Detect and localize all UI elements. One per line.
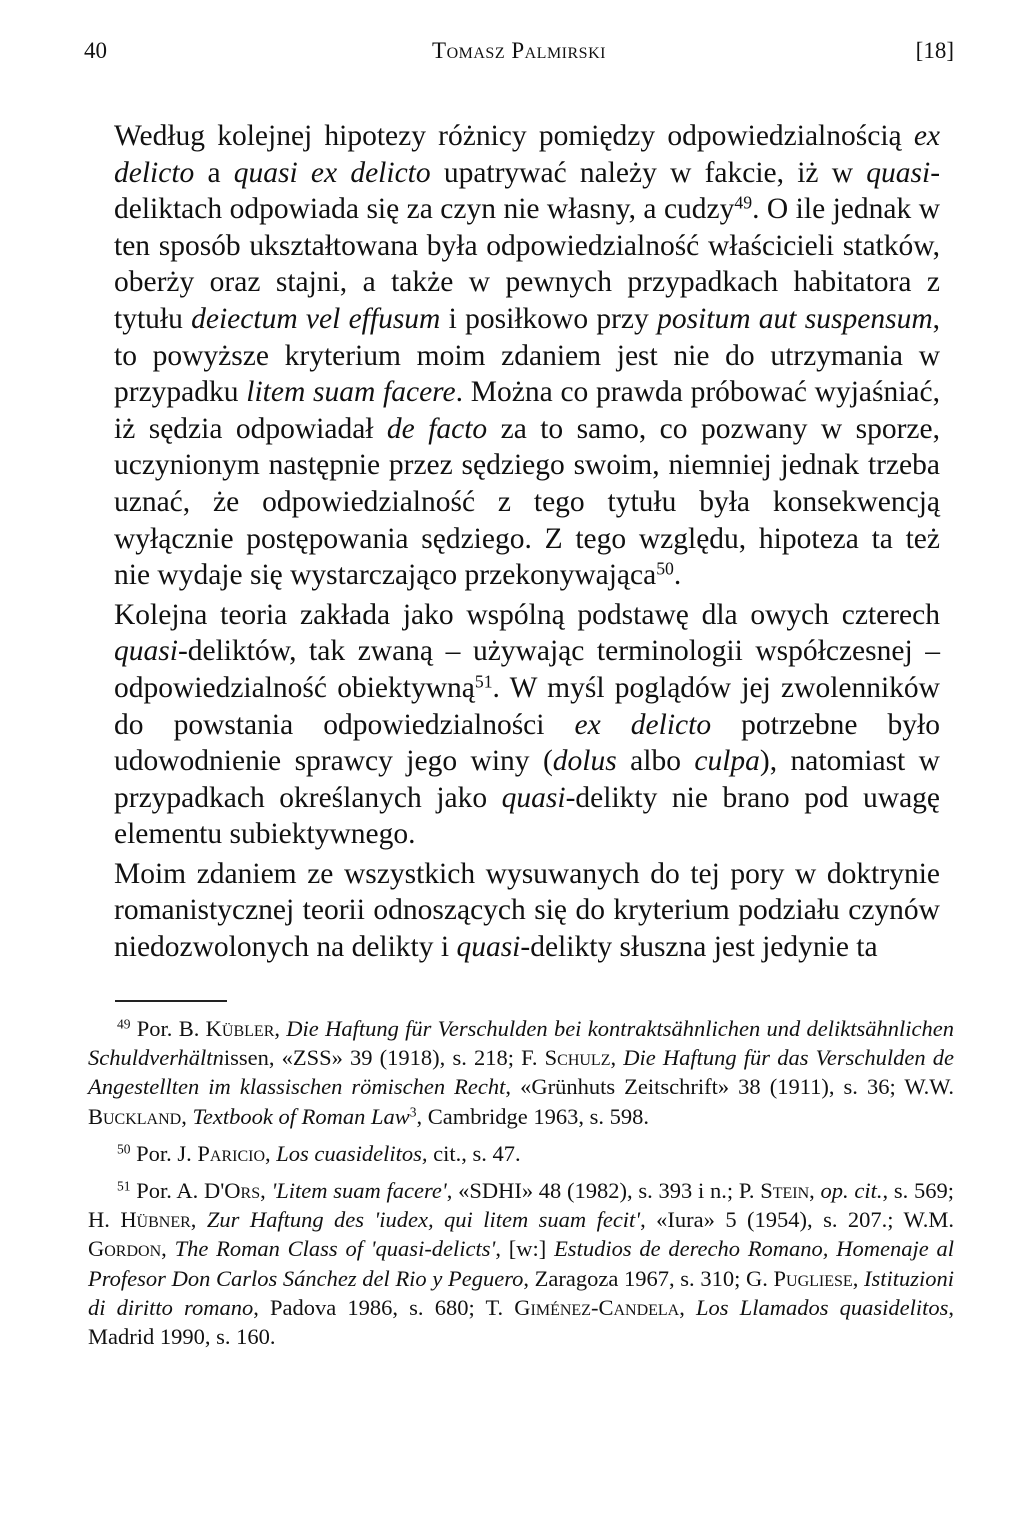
work-title: Die Haftung für das Verschulden de Angestellten im klassischen römischen Recht xyxy=(88,1045,954,1100)
text-run: , xyxy=(274,1016,287,1041)
author-name: Stein xyxy=(760,1178,810,1204)
footnote-separator xyxy=(115,1000,227,1002)
text-run: , xyxy=(181,1103,193,1129)
text-run: -deliktów, tak zwaną – używając terminologii współczesnej – odpowiedzialność obiektywną xyxy=(114,635,940,704)
latin-term: litem suam facere xyxy=(246,376,456,409)
work-title: 'Litem suam facere' xyxy=(271,1178,447,1204)
latin-term: culpa xyxy=(694,745,760,778)
footnote-50 xyxy=(88,1139,954,1168)
footnote-number: 51 xyxy=(117,1178,131,1194)
work-title: The Roman Class of 'quasi-delicts' xyxy=(174,1236,496,1262)
text-run: , Zaragoza 1967, s. 310; G. xyxy=(523,1265,774,1291)
text-run: . W myśl poglądów jej zwolenników do powstania odpowiedzialności xyxy=(114,671,940,741)
main-text xyxy=(114,118,940,966)
author-name: Giménez-Candela xyxy=(514,1294,680,1320)
latin-term: quasi xyxy=(501,781,566,814)
running-title: Tomasz Palmirski xyxy=(432,38,606,63)
text-run: , xyxy=(161,1236,175,1262)
footnote-ref-50: 50 xyxy=(656,558,674,579)
paragraph-2 xyxy=(114,597,940,853)
text-run: , «Grünhuts Zeitschrift» 38 (1911), s. 36; W.W. xyxy=(505,1074,954,1100)
text-run: cit., s. 47. xyxy=(427,1140,521,1166)
work-title: Los cuasidelitos, xyxy=(276,1140,428,1166)
text-run: . O ile jednak w ten sposób ukształtowana była odpowiedzialność właścicieli statków, oberży oraz stajni, a także w pewnych przypadkach habitatora z tytułu xyxy=(114,193,940,335)
text-run: . xyxy=(673,559,682,592)
latin-term: quasi ex delicto xyxy=(233,156,431,189)
text-run: , xyxy=(809,1178,821,1204)
text-run: , [w:] xyxy=(495,1236,555,1262)
text-run: ), natomiast w przypadkach określanych jako xyxy=(114,745,940,814)
text-run: , xyxy=(190,1207,207,1233)
author-name: Buckland xyxy=(88,1103,182,1129)
text-run: , xyxy=(265,1140,277,1166)
text-run: -deliktach odpowiada się za czyn nie własny, a cudzy xyxy=(114,156,941,226)
author-name: Gordon xyxy=(88,1236,162,1262)
footnote-ref-51: 51 xyxy=(474,671,493,692)
footnote-number: 50 xyxy=(117,1141,131,1157)
text-run: Por. A. xyxy=(130,1178,204,1204)
text-run: . Można co prawda próbować wyjaśniać, iż sędzia odpowiadał xyxy=(114,376,940,445)
text-run: , xyxy=(260,1178,272,1204)
paragraph-1 xyxy=(114,118,940,594)
latin-term: quasi xyxy=(114,635,178,668)
text-run: -delikty nie brano pod uwagę elementu subiektywnego. xyxy=(114,781,940,851)
latin-term: quasi xyxy=(456,931,521,964)
text-run: , «SDHI» 48 (1982), s. 393 i n.; P. xyxy=(446,1178,761,1204)
text-run: , xyxy=(679,1294,697,1320)
text-run: , Cambridge 1963, s. 598. xyxy=(416,1103,650,1129)
latin-term: deiectum vel effusum xyxy=(191,302,441,335)
text-run: , Madrid 1990, s. 160. xyxy=(88,1294,954,1350)
work-title: Zur Haftung des 'iudex, qui litem suam fecit' xyxy=(206,1207,641,1233)
work-title: Textbook of Roman Law xyxy=(192,1103,410,1129)
latin-term: ex delicto xyxy=(114,120,940,189)
text-run: i posiłkowo przy xyxy=(440,302,658,335)
text-run: potrzebne było udowodnienie sprawcy jego winy ( xyxy=(114,708,940,778)
text-run: , s. 569; H. xyxy=(88,1178,954,1233)
section-number: [18] xyxy=(915,38,954,63)
text-run: , xyxy=(852,1265,864,1291)
latin-term: quasi xyxy=(866,156,931,189)
text-run: -delikty słuszna jest jedynie ta xyxy=(520,931,878,964)
text-run: Por. J. xyxy=(130,1140,198,1166)
text-run: , xyxy=(610,1045,624,1071)
text-run: , Padova 1986, s. 680; T. xyxy=(253,1294,515,1320)
work-title: Estudios de derecho Romano, Homenaje al Profesor Don Carlos Sánchez del Rio y Peguero xyxy=(88,1236,954,1291)
author-name: Pugliese xyxy=(773,1265,853,1291)
text-run: issen, «ZSS» 39 (1918), s. 218; F. xyxy=(223,1045,545,1071)
work-title: Die Haftung für Verschulden bei kontraktsähnlichen und deliktsähnlichen Schuldverhältn xyxy=(88,1016,954,1071)
footnote-49 xyxy=(88,1014,954,1131)
latin-term: ex delicto xyxy=(574,708,712,741)
text-run: a xyxy=(194,156,234,189)
text-run: Według kolejnej hipotezy różnicy pomiędzy odpowiedzialnością xyxy=(114,120,914,152)
text-run: , «Iura» 5 (1954), s. 207.; W.M. xyxy=(640,1207,954,1233)
text-run: upatrywać należy w fakcie, iż w xyxy=(430,156,867,189)
text-run: Kolejna teoria zakłada jako wspólną podstawę dla owych czterech xyxy=(114,598,940,631)
footnotes xyxy=(88,1014,954,1359)
footnote-number: 49 xyxy=(117,1016,131,1032)
latin-term: dolus xyxy=(552,745,617,778)
author-name: D'Ors xyxy=(203,1178,261,1204)
edition-number: 3 xyxy=(409,1104,417,1120)
author-name: Hübner xyxy=(120,1207,191,1233)
latin-term: positum aut suspensum xyxy=(657,302,933,335)
text-run: za to samo, co pozwany w sporze, uczynionym następnie przez sędziego swoim, niemniej jednak trzeba uznać, że odpowiedzialność z tego tytułu była konsekwencją wyłącznie postępowania sędziego. Z tego względu, hipoteza ta też nie wydaje się wystarczająco przekonywająca xyxy=(114,412,940,592)
work-title: Istituzioni di diritto romano xyxy=(88,1265,954,1320)
author-name: Schulz xyxy=(544,1045,611,1071)
footnote-ref-49: 49 xyxy=(734,192,753,213)
footnote-51 xyxy=(88,1176,954,1351)
latin-term: de facto xyxy=(386,412,488,445)
page-number: 40 xyxy=(84,38,107,63)
text-run: Por. B. xyxy=(130,1016,206,1041)
author-name: Paricio xyxy=(197,1140,266,1166)
work-title: op. cit. xyxy=(820,1178,883,1204)
page-header xyxy=(84,38,954,74)
paragraph-3 xyxy=(114,856,940,966)
author-name: Kübler xyxy=(205,1016,275,1041)
text-run: Moim zdaniem ze wszystkich wysuwanych do tej pory w doktrynie romanistycznej teorii odnoszących się do kryterium podziału czynów niedozwolonych na delikty i xyxy=(114,857,940,964)
work-title: Los Llamados quasidelitos xyxy=(696,1294,949,1320)
text-run: albo xyxy=(616,745,695,778)
text-run: , to powyższe kryterium moim zdaniem jest nie do utrzymania w przypadku xyxy=(114,302,940,409)
